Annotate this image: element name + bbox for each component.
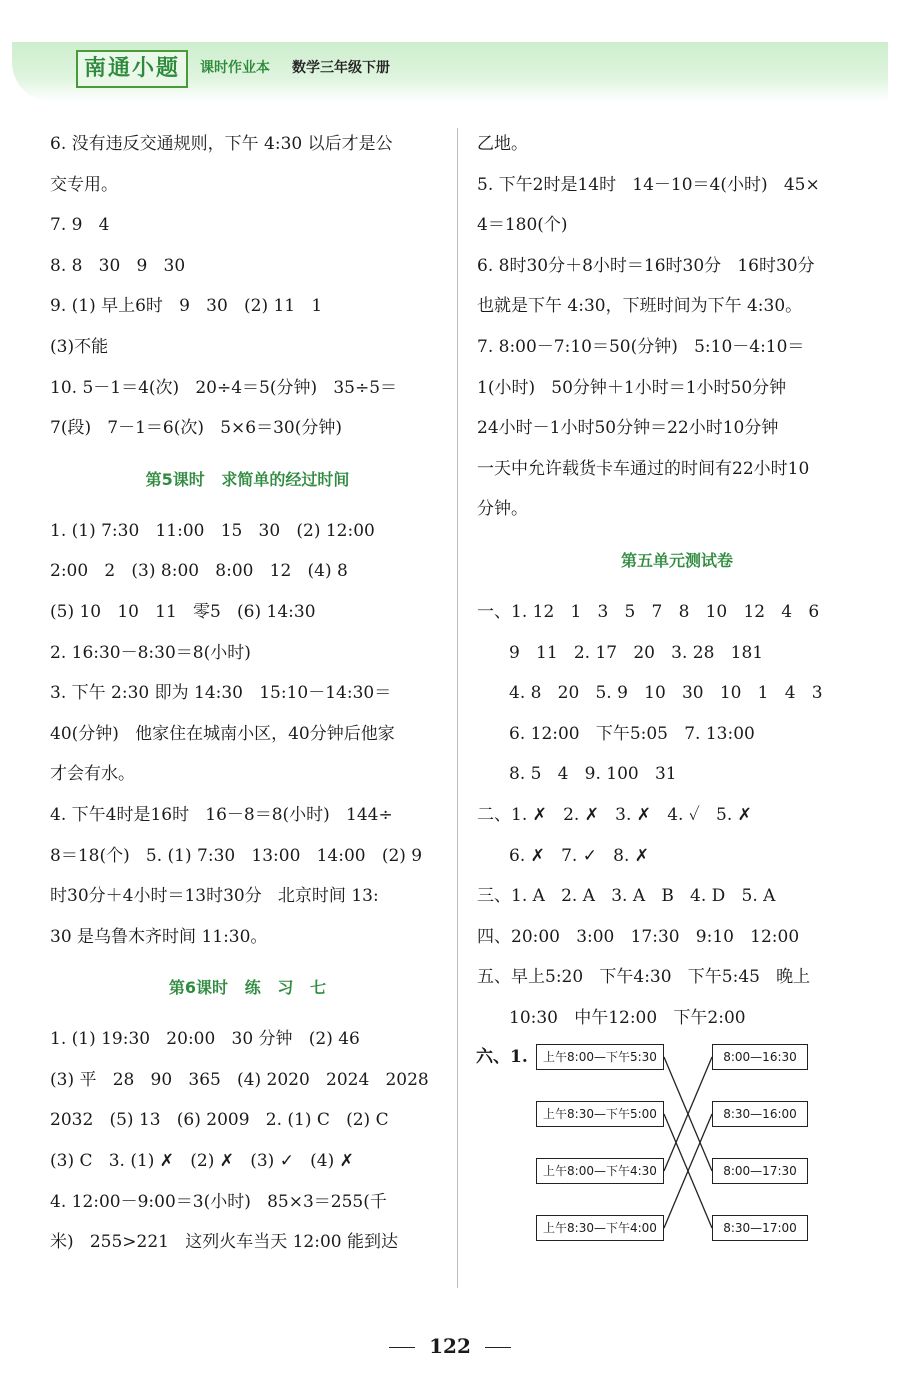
answer-line: (5) 10 10 11 零5 (6) 14:30 bbox=[50, 601, 316, 622]
answer-line: 7. 9 4 bbox=[50, 215, 110, 236]
answer-line: 2:00 2 (3) 8:00 8:00 12 (4) 8 bbox=[50, 561, 348, 582]
answer-line: 4. 8 20 5. 9 10 30 10 1 4 3 bbox=[509, 683, 823, 704]
answer-line: 2. 16:30－8:30＝8(小时) bbox=[50, 642, 251, 663]
answer-line: 一天中允许载货卡车通过的时间有22小时10 bbox=[477, 458, 810, 479]
answer-line: (3)不能 bbox=[50, 336, 109, 357]
answer-line: 4. 12:00－9:00＝3(小时) 85×3＝255(千 bbox=[50, 1191, 387, 1212]
answer-line: 分钟。 bbox=[477, 499, 528, 520]
answer-line: 40(分钟) 他家住在城南小区，40分钟后他家 bbox=[50, 723, 395, 744]
answer-line: 8＝18(个) 5. (1) 7:30 13:00 14:00 (2) 9 bbox=[50, 845, 423, 866]
answer-line: 7(段) 7－1＝6(次) 5×6＝30(分钟) bbox=[50, 418, 342, 439]
subject-name: 数学三年级下册 bbox=[292, 60, 390, 76]
answer-line: 1. (1) 19:30 20:00 30 分钟 (2) 46 bbox=[50, 1029, 360, 1050]
answer-line: 7. 8:00－7:10＝50(分钟) 5:10－4:10＝ bbox=[477, 336, 805, 357]
match-left-box: 上午8:00—下午4:30 bbox=[536, 1158, 664, 1184]
section-title: 第五单元测试卷 bbox=[620, 550, 733, 570]
answer-line: 交专用。 bbox=[50, 174, 118, 195]
column-divider bbox=[457, 128, 458, 1288]
answer-line: 2032 (5) 13 (6) 2009 2. (1) C (2) C bbox=[50, 1110, 389, 1131]
answer-line: 时30分＋4小时＝13时30分 北京时间 13: bbox=[50, 886, 379, 907]
match-right-box: 8:30—17:00 bbox=[712, 1215, 808, 1241]
answer-line: (3) C 3. (1) ✗ (2) ✗ (3) ✓ (4) ✗ bbox=[50, 1151, 354, 1172]
answer-line: 10:30 中午12:00 下午2:00 bbox=[509, 1007, 746, 1028]
answer-line: 30 是乌鲁木齐时间 11:30。 bbox=[50, 926, 268, 947]
answer-line: 5. 下午2时是14时 14－10＝4(小时) 45× bbox=[477, 174, 820, 195]
match-right-box: 8:30—16:00 bbox=[712, 1101, 808, 1127]
answer-line: 一、1. 12 1 3 5 7 8 10 12 4 6 bbox=[477, 601, 820, 622]
answer-line: (3) 平 28 90 365 (4) 2020 2024 2028 bbox=[50, 1069, 429, 1090]
match-right-box: 8:00—17:30 bbox=[712, 1158, 808, 1184]
answer-line: 8. 5 4 9. 100 31 bbox=[509, 764, 677, 785]
section-title: 第6课时 练 习 七 bbox=[168, 978, 327, 998]
matching-label: 六、1. bbox=[476, 1047, 528, 1067]
right-column bbox=[477, 124, 877, 1038]
answer-line: 1(小时) 50分钟＋1小时＝1小时50分钟 bbox=[477, 377, 787, 398]
page-number-text: 122 bbox=[429, 1334, 471, 1358]
answer-line: 6. ✗ 7. ✓ 8. ✗ bbox=[509, 845, 650, 866]
answer-line: 6. 没有违反交通规则，下午 4:30 以后才是公 bbox=[50, 134, 393, 154]
answer-line: 四、20:00 3:00 17:30 9:10 12:00 bbox=[477, 926, 800, 947]
dash-right bbox=[485, 1347, 511, 1348]
answer-line: 三、1. A 2. A 3. A B 4. D 5. A bbox=[477, 886, 776, 907]
answer-line: 也就是下午 4:30，下班时间为下午 4:30。 bbox=[477, 296, 803, 317]
answer-line: 3. 下午 2:30 即为 14:30 15:10－14:30＝ bbox=[50, 683, 392, 704]
match-left-box: 上午8:30—下午5:00 bbox=[536, 1101, 664, 1127]
answer-line: 4. 下午4时是16时 16－8＝8(小时) 144÷ bbox=[50, 804, 393, 825]
answer-line: 24小时－1小时50分钟＝22小时10分钟 bbox=[477, 418, 779, 439]
dash-left bbox=[389, 1347, 415, 1348]
match-left-box: 上午8:30—下午4:00 bbox=[536, 1215, 664, 1241]
page-number bbox=[0, 1334, 900, 1358]
match-left-box: 上午8:00—下午5:30 bbox=[536, 1044, 664, 1070]
matching-exercise bbox=[476, 1038, 816, 1248]
answer-line: 9. (1) 早上6时 9 30 (2) 11 1 bbox=[50, 296, 323, 317]
brand-logo: 南通小题 bbox=[76, 50, 188, 88]
answer-line: 才会有水。 bbox=[50, 764, 135, 785]
answer-line: 8. 8 30 9 30 bbox=[50, 255, 186, 276]
left-column bbox=[50, 124, 445, 1263]
answer-line: 米) 255>221 这列火车当天 12:00 能到达 bbox=[50, 1232, 398, 1253]
answer-line: 4＝180(个) bbox=[477, 215, 568, 236]
match-right-box: 8:00—16:30 bbox=[712, 1044, 808, 1070]
answer-line: 10. 5－1＝4(次) 20÷4＝5(分钟) 35÷5＝ bbox=[50, 377, 398, 398]
answer-line: 五、早上5:20 下午4:30 下午5:45 晚上 bbox=[477, 967, 811, 988]
answer-line: 6. 12:00 下午5:05 7. 13:00 bbox=[509, 723, 755, 744]
series-name: 课时作业本 bbox=[200, 60, 270, 76]
answer-line: 9 11 2. 17 20 3. 28 181 bbox=[509, 642, 764, 663]
answer-line: 二、1. ✗ 2. ✗ 3. ✗ 4. ✓ 5. ✗ bbox=[477, 804, 752, 825]
section-title: 第5课时 求简单的经过时间 bbox=[145, 469, 350, 489]
answer-line: 1. (1) 7:30 11:00 15 30 (2) 12:00 bbox=[50, 520, 375, 541]
answer-line: 6. 8时30分＋8小时＝16时30分 16时30分 bbox=[477, 255, 815, 276]
answer-line: 乙地。 bbox=[477, 134, 528, 154]
